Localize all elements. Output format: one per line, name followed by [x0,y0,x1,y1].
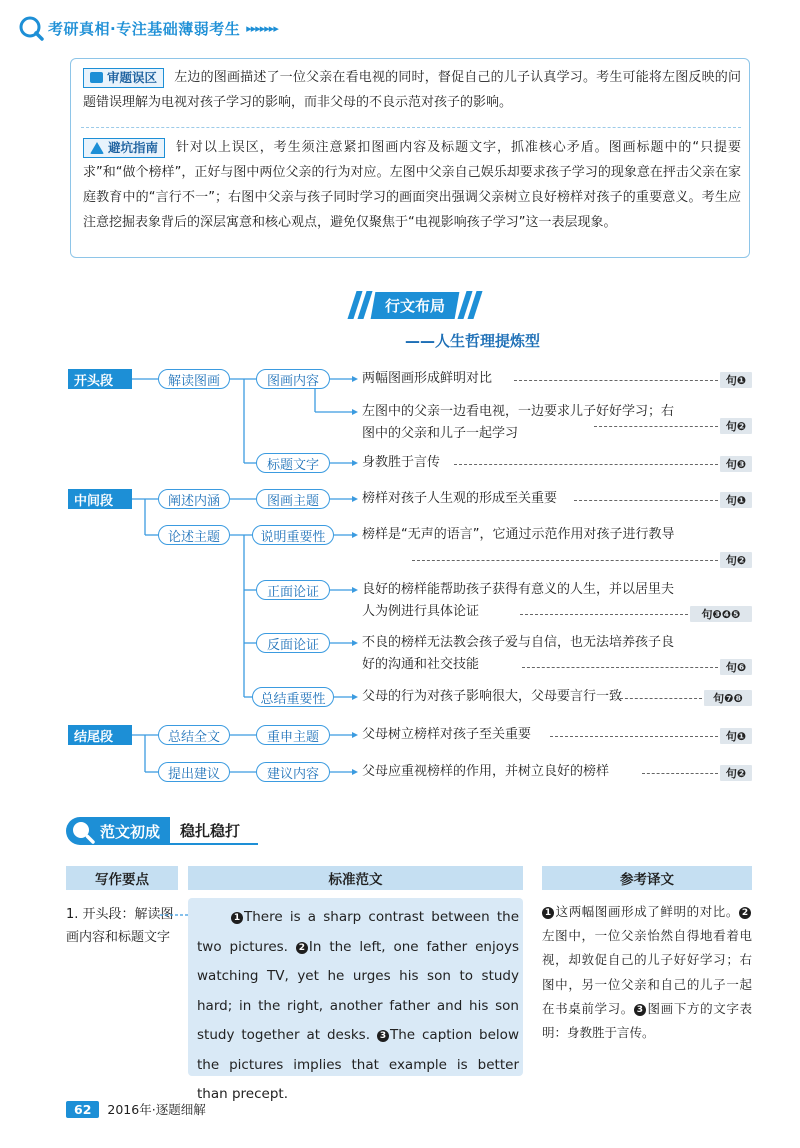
section-subtitle: ——人生哲理提炼型 [405,332,541,350]
translation-sentence: 左图中，一位父亲怡然自得地看着电视，却敦促自己的儿子好好学习；右图中，另一位父亲和自己的儿子一起在书桌前学习。 [542,928,752,1016]
section-title-text: 行文布局 [385,296,446,315]
leader-line [454,464,718,465]
translation-text [542,900,752,1045]
writing-point: 1. 开头段：解读图画内容和标题文字 [66,907,174,945]
sentence-number: 3 [634,1004,646,1016]
sentence-tag: 句❸❹❺ [690,606,752,622]
mindmap-substep: 重申主题 [256,725,330,745]
essay-badge-text: 范文初成 [100,822,161,841]
mindmap-substep: 反面论证 [256,633,330,653]
sentence-number: 2 [296,942,308,954]
tip-tag-guide: 避坑指南 [83,138,165,158]
mindmap-substep: 总结重要性 [252,687,334,707]
mindmap-substep: 图画主题 [256,489,330,509]
leader-line [522,667,718,668]
sentence-tag: 句❶ [720,372,752,388]
header-title: 考研真相·专注基础薄弱考生 [48,19,241,38]
essay-sentence: There is a sharp contrast between the two pictures. [197,909,519,955]
mindmap-step: 解读图画 [158,369,230,389]
mindmap-leaf: 身教胜于言传 [362,455,441,470]
mindmap-leaf: 父母树立榜样对孩子至关重要 [362,727,532,742]
mindmap-step: 阐述内涵 [158,489,230,509]
leader-line [550,736,718,737]
leader-line [642,773,718,774]
page-number: 62 [66,1101,99,1118]
footer-text: 2016年·逐题细解 [107,1102,206,1117]
mindmap-leaf: 榜样对孩子人生观的形成至关重要 [362,491,558,506]
tip-item-guide [83,135,741,235]
column-header-translation: 参考译文 [542,866,752,890]
mindmap-substep: 建议内容 [256,762,330,782]
translation-sentence: 这两幅图画形成了鲜明的对比。 [555,904,739,919]
mindmap-step: 提出建议 [158,762,230,782]
sentence-number: 1 [231,912,243,924]
mindmap-paragraph-ending: 结尾段 [68,725,132,745]
note-icon [90,72,103,83]
mindmap-leaf: 父母的行为对孩子影响很大，父母要言行一致 [362,689,623,704]
mindmap-leaf: 榜样是“无声的语言”，它通过示范作用对孩子进行教导 [362,527,675,542]
mindmap-substep: 说明重要性 [252,525,334,545]
mindmap-step: 总结全文 [158,725,230,745]
essay-sentence: In the left, one father enjoys watching TV, yet he urges his son to study hard; in the right, another father and his son study together at desks. [197,938,519,1043]
mindmap-paragraph-middle: 中间段 [68,489,132,509]
essay-section-header [66,817,258,845]
sentence-tag: 句❻ [720,659,752,675]
leader-line [514,380,718,381]
magnifier-logo-icon [18,15,44,41]
leader-line [412,560,718,561]
sentence-tag: 句❸ [720,456,752,472]
mindmap-leaf: 两幅图画形成鲜明对比 [362,371,493,386]
sentence-number: 3 [377,1030,389,1042]
sentence-tag: 句❶ [720,492,752,508]
section-title [350,291,480,319]
mindmap-leaf: 父母应重视榜样的作用，并树立良好的榜样 [362,764,610,779]
header-arrows-icon: ▸▸▸▸▸▸▸ [246,21,278,35]
sentence-number: 2 [739,907,751,919]
tip-item-misread [83,65,741,115]
leader-line [620,698,702,699]
mindmap-paragraph-opening: 开头段 [68,369,132,389]
page-header [18,10,278,46]
warning-icon [90,142,104,154]
tip-box [70,58,750,258]
mindmap-substep: 正面论证 [256,580,330,600]
mindmap-leaf: 不良的榜样无法教会孩子爱与自信，也无法培养孩子良好的沟通和社交技能 [362,635,675,672]
translation-sentence: 图画下方的文字表明：身教胜于言传。 [542,1000,752,1041]
essay-subtitle: 稳扎稳打 [170,817,258,845]
tip-text-guide: 针对以上误区，考生须注意紧扣图画内容及标题文字，抓准核心矛盾。图画标题中的“只提要求”和“做个榜样”，正好与图中两位父亲的行为对应。左图中父亲自己娱乐却要求孩子学习的现象意在抨击父亲在家庭教育中的“言行不一”；右图中父亲与孩子同时学习的画面突出强调父亲树立良好榜样对孩子的重要意义。考生应注意挖掘表象背后的深层寓意和核心观点，避免仅聚焦于“电视影响孩子学习”这一表层现象。 [83,140,741,230]
sentence-tag: 句❷ [720,765,752,781]
sentence-tag: 句❶ [720,728,752,744]
column-header-essay: 标准范文 [188,866,523,890]
tip-tag-misread: 审题误区 [83,68,164,88]
sentence-tag: 句❼❽ [704,690,752,706]
tip-text-misread: 左边的图画描述了一位父亲在看电视的同时，督促自己的儿子认真学习。考生可能将左图反映的问题错误理解为电视对孩子学习的影响，而非父母的不良示范对孩子的影响。 [83,70,741,110]
sentence-number: 1 [542,907,554,919]
model-essay-text [197,903,519,1110]
essay-badge [66,817,170,845]
mindmap-leaf: 良好的榜样能帮助孩子获得有意义的人生，并以居里夫人为例进行具体论证 [362,582,675,619]
mindmap-leaf: 左图中的父亲一边看电视，一边要求儿子好好学习；右图中的父亲和儿子一起学习 [362,404,675,441]
magnifier-icon [68,817,96,845]
column-header-points: 写作要点 [66,866,178,890]
essay-sentence: The caption below the pictures implies that example is better than precept. [197,1027,519,1102]
mindmap-substep: 标题文字 [256,453,330,473]
mindmap-substep: 图画内容 [256,369,330,389]
leader-line [574,500,718,501]
sentence-tag: 句❷ [720,552,752,568]
mindmap-step: 论述主题 [158,525,230,545]
sentence-tag: 句❷ [720,418,752,434]
page-footer [66,1100,206,1118]
leader-line [520,614,688,615]
divider [81,127,741,128]
leader-line [594,426,718,427]
